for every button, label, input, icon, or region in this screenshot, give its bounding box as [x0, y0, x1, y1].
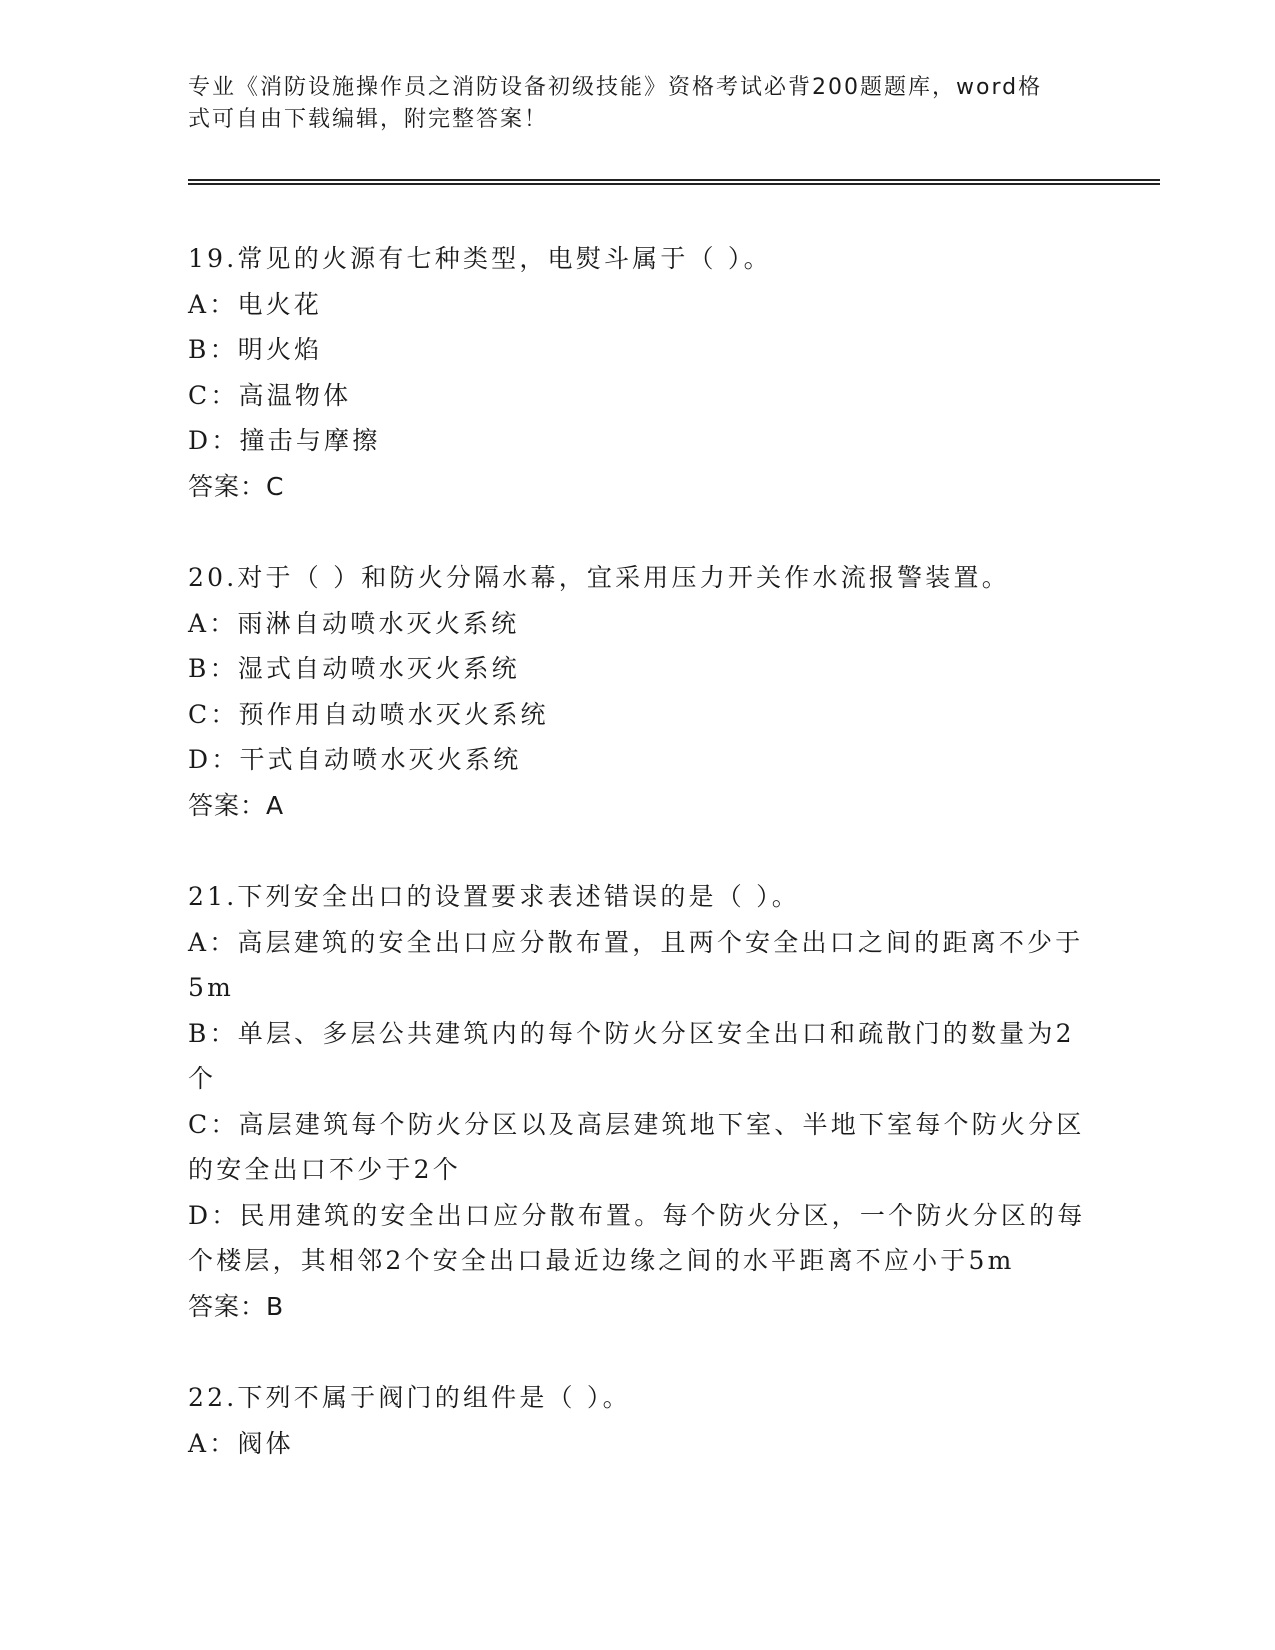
- header-divider-top: [188, 179, 1160, 181]
- answer: 答案：A: [188, 790, 285, 820]
- option-c: C：预作用自动喷水灭火系统: [188, 699, 549, 729]
- question-19: [188, 236, 1088, 509]
- question-stem: 22.下列不属于阀门的组件是（ ）。: [188, 1383, 631, 1412]
- option-a: A：电火花: [188, 289, 323, 319]
- option-b: B：单层、多层公共建筑内的每个防火分区安全出口和疏散门的数量为2个: [188, 1018, 1075, 1093]
- answer: 答案：C: [188, 471, 285, 501]
- option-c: C：高温物体: [188, 380, 352, 410]
- document-header: [188, 72, 1068, 136]
- option-c: C：高层建筑每个防火分区以及高层建筑地下室、半地下室每个防火分区的安全出口不少于2个: [188, 1109, 1085, 1184]
- question-stem: 19.常见的火源有七种类型，电熨斗属于（ ）。: [188, 244, 772, 273]
- option-b: B：湿式自动喷水灭火系统: [188, 654, 520, 683]
- option-d: D：民用建筑的安全出口应分散布置。每个防火分区，一个防火分区的每个楼层，其相邻2个安全出口最近边缘之间的水平距离不应小于5m: [188, 1200, 1086, 1275]
- option-d: D：干式自动喷水灭火系统: [188, 745, 522, 774]
- question-20: [188, 555, 1088, 828]
- answer: 答案：B: [188, 1291, 285, 1321]
- option-d: D：撞击与摩擦: [188, 426, 381, 455]
- option-b: B：明火焰: [188, 335, 323, 364]
- option-a: A：高层建筑的安全出口应分散布置，且两个安全出口之间的距离不少于5m: [188, 927, 1084, 1002]
- question-stem: 21.下列安全出口的设置要求表述错误的是（ ）。: [188, 882, 801, 911]
- question-22: [188, 1375, 1088, 1466]
- header-line-1: 专业《消防设施操作员之消防设备初级技能》资格考试必背200题题库，word格: [188, 75, 1043, 100]
- question-stem: 20.对于（ ）和防火分隔水幕，宜采用压力开关作水流报警装置。: [188, 563, 1010, 592]
- header-line-2: 式可自由下载编辑，附完整答案！: [188, 107, 549, 132]
- option-a: A：阀体: [188, 1428, 294, 1458]
- question-list: [188, 236, 1088, 1512]
- option-a: A：雨淋自动喷水灭火系统: [188, 608, 520, 638]
- header-divider-bottom: [188, 183, 1160, 185]
- question-21: [188, 874, 1088, 1329]
